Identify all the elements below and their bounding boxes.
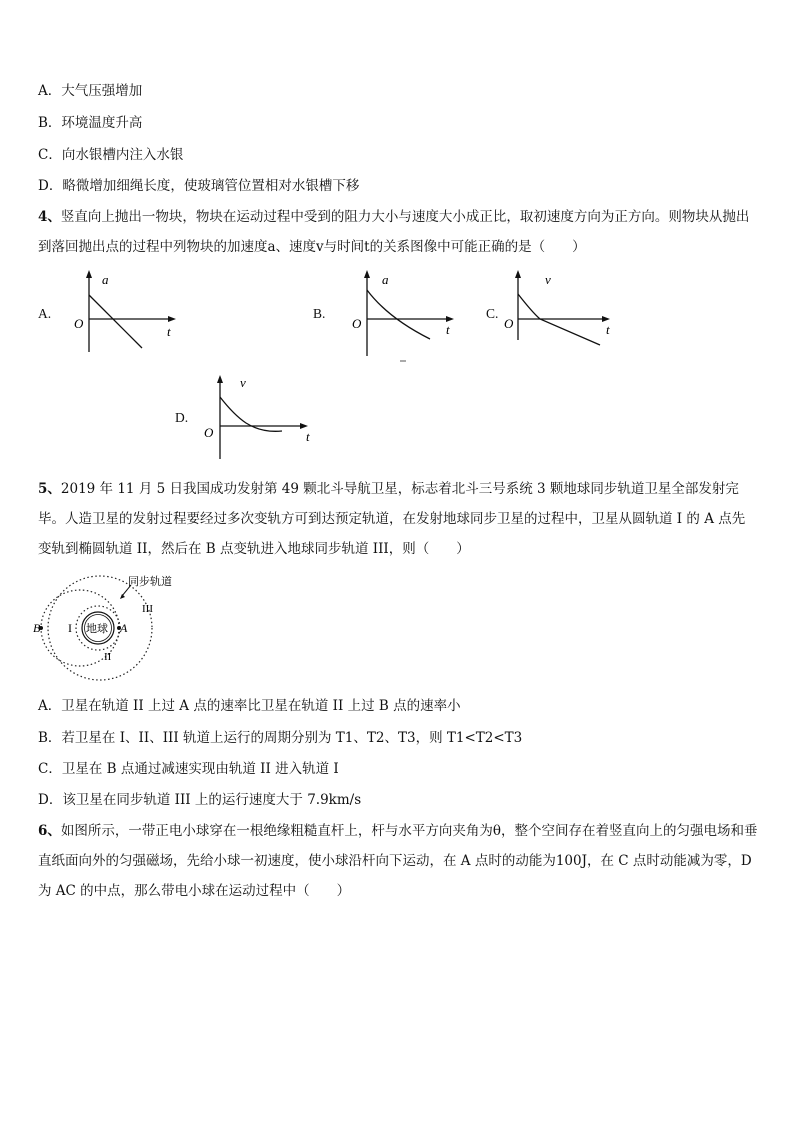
q5-option-c: C．卫星在 B 点通过减速实现由轨道 II 进入轨道 I [38,761,339,777]
q4-graph-b [340,268,470,364]
q6-number: 6、 [38,823,61,839]
q4-option-d-label: D. [175,410,189,425]
q3-option-d: D．略微增加细绳长度，使玻璃管位置相对水银槽下移 [38,178,360,194]
q4-b-ylabel: a [382,272,389,287]
q4-option-a-label: A. [38,306,52,321]
q4-c-ylabel: v [545,272,551,287]
q4-a-xlabel: t [167,324,171,339]
q4-c-origin: O [504,316,514,331]
q5-option-b: B．若卫星在 I、II、III 轨道上运行的周期分别为 T1、T2、T3，则 T1<T2<T3 [38,730,523,746]
q3-option-c: C．向水银槽内注入水银 [38,147,184,163]
orbit-caption: 同步轨道 [128,576,172,588]
q6-stem-text: 如图所示，一带正电小球穿在一根绝缘粗糙直杆上，杆与水平方向夹角为θ，整个空间存在着竖直向上的匀强电场和垂直纸面向外的匀强磁场，先给小球一初速度，使小球沿杆向下运动，在 A 点时的动能为100J，在 C 点时动能减为零，D 为 AC 的中点，那么带电小球在运动过程中（ ） [38,823,758,899]
q4-d-ylabel: v [240,375,246,390]
q5-number: 5、 [38,481,61,497]
q4-d-xlabel: t [306,429,310,444]
earth-label: 地球 [86,623,108,635]
q4-b-origin: O [352,316,362,331]
q5-option-d: D．该卫星在同步轨道 III 上的运行速度大于 7.9km/s [38,792,362,808]
q4-d-origin: O [204,425,214,440]
orbit-i-label: I [68,621,72,635]
q4-graph-c [504,268,630,354]
q4-graph-a [62,268,192,354]
orbit-ii-label: II [104,651,112,663]
q4-a-ylabel: a [102,272,109,287]
q6-stem [38,816,758,906]
orbit-iii-label: III [142,603,153,615]
point-b-label: B [33,621,41,635]
q4-graph-d [196,373,326,463]
q4-option-c-label: C. [486,306,499,321]
q5-stem-text: 2019 年 11 月 5 日我国成功发射第 49 颗北斗导航卫星，标志着北斗三号系统 3 颗地球同步轨道卫星全部发射完毕。人造卫星的发射过程要经过多次变轨方可到达预定轨道，在发射地球同步卫星的过程中，卫星从圆轨道 I 的 A 点先变轨到椭圆轨道 II，然后在 B 点变轨进入地球同步轨道 III，则（ ） [38,481,746,557]
q4-c-xlabel: t [606,322,610,337]
q3-option-b: B．环境温度升高 [38,115,143,131]
q4-number: 4、 [38,209,61,225]
q5-stem [38,474,758,564]
q5-orbit-diagram [34,574,184,686]
q3-option-a: A．大气压强增加 [38,83,143,99]
q4-stem-text: 竖直向上抛出一物块，物块在运动过程中受到的阻力大小与速度大小成正比，取初速度方向为正方向。则物块从抛出到落回抛出点的过程中列物块的加速度a、速度v与时间t的关系图像中可能正确的是（ ） [38,209,750,255]
point-a-label: A [120,621,128,635]
q4-option-b-label: B. [313,306,326,321]
q5-option-a: A．卫星在轨道 II 上过 A 点的速率比卫星在轨道 II 上过 B 点的速率小 [38,698,461,714]
q4-stem [38,202,758,262]
q4-a-origin: O [74,316,84,331]
q4-b-xlabel: t [446,322,450,337]
